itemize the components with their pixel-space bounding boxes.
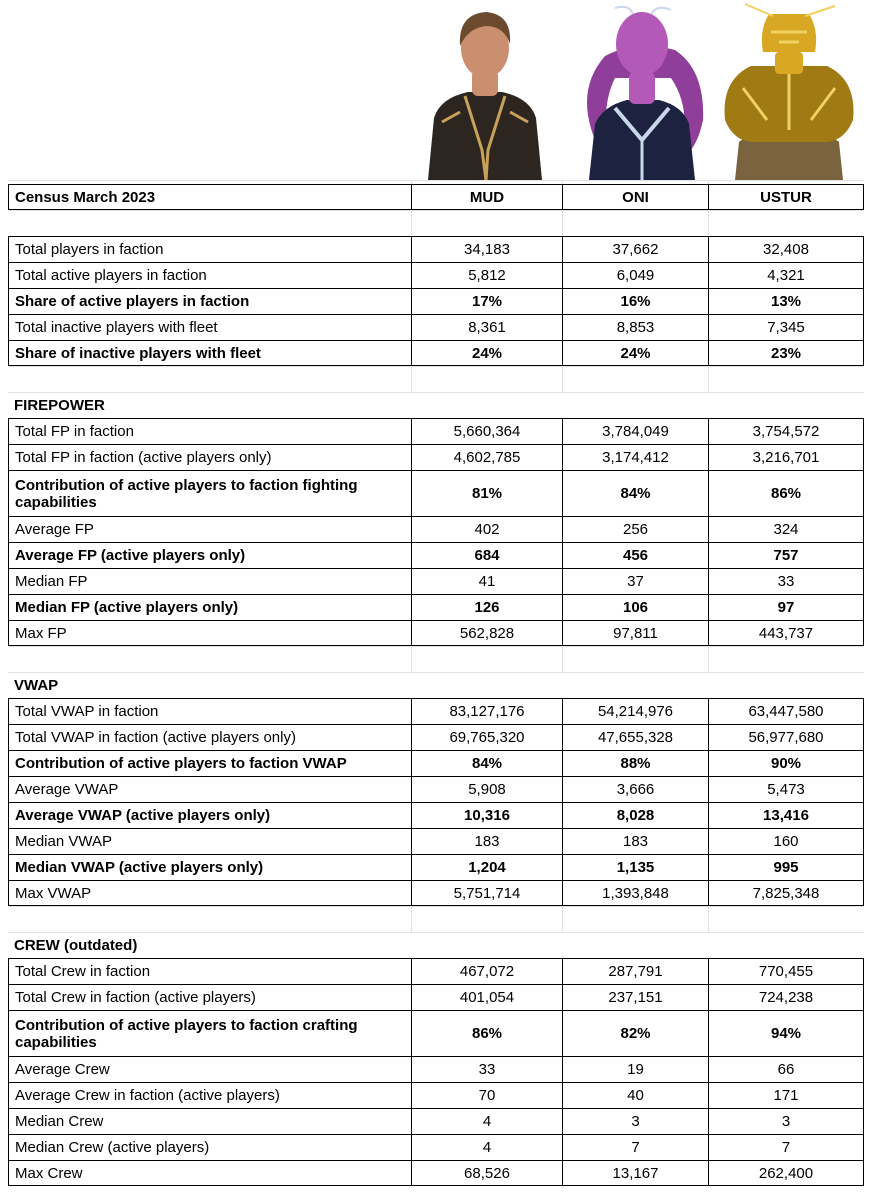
value-mud: 4,602,785 xyxy=(411,444,562,470)
table-row xyxy=(8,1134,864,1160)
value-ustur: 86% xyxy=(708,470,864,516)
alien-portrait-icon xyxy=(575,0,710,180)
value-oni: 13,167 xyxy=(562,1160,708,1186)
blank-cell xyxy=(411,906,562,932)
blank-cell xyxy=(411,932,562,958)
value-mud: 83,127,176 xyxy=(411,698,562,724)
row-label: Contribution of active players to faction crafting capabilities xyxy=(8,1010,411,1056)
blank-cell xyxy=(708,646,864,672)
value-mud: 17% xyxy=(411,288,562,314)
row-label: Total players in faction xyxy=(8,236,411,262)
value-mud: 562,828 xyxy=(411,620,562,646)
value-oni: 84% xyxy=(562,470,708,516)
table-row xyxy=(8,594,864,620)
value-mud: 183 xyxy=(411,828,562,854)
row-label: Average VWAP (active players only) xyxy=(8,802,411,828)
row-label: Total Crew in faction (active players) xyxy=(8,984,411,1010)
value-ustur: 66 xyxy=(708,1056,864,1082)
blank-row xyxy=(8,906,864,932)
blank-cell xyxy=(8,646,411,672)
value-oni: 40 xyxy=(562,1082,708,1108)
value-oni: 456 xyxy=(562,542,708,568)
row-label: Average Crew xyxy=(8,1056,411,1082)
row-label: Median VWAP (active players only) xyxy=(8,854,411,880)
blank-cell xyxy=(708,672,864,698)
value-oni: 6,049 xyxy=(562,262,708,288)
value-mud: 10,316 xyxy=(411,802,562,828)
value-mud: 34,183 xyxy=(411,236,562,262)
column-header-ustur: USTUR xyxy=(708,184,864,210)
value-mud: 41 xyxy=(411,568,562,594)
section-heading-row xyxy=(8,932,864,958)
row-label: Average FP xyxy=(8,516,411,542)
row-label: Total FP in faction (active players only) xyxy=(8,444,411,470)
value-mud: 33 xyxy=(411,1056,562,1082)
table-row xyxy=(8,516,864,542)
value-ustur: 443,737 xyxy=(708,620,864,646)
row-label: Total VWAP in faction (active players only) xyxy=(8,724,411,750)
value-oni: 106 xyxy=(562,594,708,620)
value-ustur: 3,216,701 xyxy=(708,444,864,470)
blank-cell xyxy=(8,210,411,236)
value-oni: 97,811 xyxy=(562,620,708,646)
blank-cell xyxy=(411,210,562,236)
blank-cell xyxy=(562,210,708,236)
row-label: Total active players in faction xyxy=(8,262,411,288)
column-header-mud: MUD xyxy=(411,184,562,210)
value-mud: 1,204 xyxy=(411,854,562,880)
value-oni: 183 xyxy=(562,828,708,854)
value-oni: 3 xyxy=(562,1108,708,1134)
blank-row xyxy=(8,646,864,672)
census-table xyxy=(8,180,864,1186)
row-label: Average VWAP xyxy=(8,776,411,802)
blank-cell xyxy=(562,932,708,958)
table-row xyxy=(8,542,864,568)
blank-cell xyxy=(562,672,708,698)
row-label: Share of inactive players with fleet xyxy=(8,340,411,366)
value-ustur: 56,977,680 xyxy=(708,724,864,750)
table-row xyxy=(8,620,864,646)
row-label: Max Crew xyxy=(8,1160,411,1186)
row-label: Median FP (active players only) xyxy=(8,594,411,620)
table-row xyxy=(8,1160,864,1186)
table-row xyxy=(8,750,864,776)
row-label: Total Crew in faction xyxy=(8,958,411,984)
table-row xyxy=(8,724,864,750)
blank-cell xyxy=(708,906,864,932)
value-oni: 47,655,328 xyxy=(562,724,708,750)
value-ustur: 770,455 xyxy=(708,958,864,984)
value-oni: 1,135 xyxy=(562,854,708,880)
value-oni: 8,028 xyxy=(562,802,708,828)
blank-cell xyxy=(8,906,411,932)
value-ustur: 7,825,348 xyxy=(708,880,864,906)
value-oni: 287,791 xyxy=(562,958,708,984)
section-heading: VWAP xyxy=(8,672,411,698)
value-mud: 70 xyxy=(411,1082,562,1108)
value-ustur: 171 xyxy=(708,1082,864,1108)
table-row xyxy=(8,984,864,1010)
value-mud: 684 xyxy=(411,542,562,568)
value-ustur: 724,238 xyxy=(708,984,864,1010)
section-heading-row xyxy=(8,392,864,418)
value-ustur: 7 xyxy=(708,1134,864,1160)
blank-cell xyxy=(411,646,562,672)
value-ustur: 97 xyxy=(708,594,864,620)
table-row xyxy=(8,470,864,516)
value-oni: 237,151 xyxy=(562,984,708,1010)
value-oni: 88% xyxy=(562,750,708,776)
value-oni: 3,784,049 xyxy=(562,418,708,444)
table-row xyxy=(8,1056,864,1082)
table-row xyxy=(8,854,864,880)
table-row xyxy=(8,698,864,724)
value-mud: 4 xyxy=(411,1108,562,1134)
value-oni: 19 xyxy=(562,1056,708,1082)
value-oni: 3,666 xyxy=(562,776,708,802)
table-row xyxy=(8,1010,864,1056)
blank-row xyxy=(8,366,864,392)
value-ustur: 90% xyxy=(708,750,864,776)
blank-cell xyxy=(708,932,864,958)
table-row xyxy=(8,828,864,854)
row-label: Max FP xyxy=(8,620,411,646)
row-label: Average Crew in faction (active players) xyxy=(8,1082,411,1108)
value-ustur: 324 xyxy=(708,516,864,542)
row-label: Total inactive players with fleet xyxy=(8,314,411,340)
human-portrait-icon xyxy=(420,0,550,180)
section-heading: FIREPOWER xyxy=(8,392,411,418)
value-oni: 24% xyxy=(562,340,708,366)
value-oni: 3,174,412 xyxy=(562,444,708,470)
blank-cell xyxy=(562,366,708,392)
value-ustur: 5,473 xyxy=(708,776,864,802)
value-ustur: 995 xyxy=(708,854,864,880)
blank-cell xyxy=(562,646,708,672)
value-mud: 5,812 xyxy=(411,262,562,288)
value-oni: 37,662 xyxy=(562,236,708,262)
value-ustur: 757 xyxy=(708,542,864,568)
faction-portraits xyxy=(0,0,870,180)
blank-cell xyxy=(708,210,864,236)
value-mud: 402 xyxy=(411,516,562,542)
value-ustur: 94% xyxy=(708,1010,864,1056)
table-row xyxy=(8,444,864,470)
row-label: Total FP in faction xyxy=(8,418,411,444)
value-oni: 7 xyxy=(562,1134,708,1160)
value-ustur: 160 xyxy=(708,828,864,854)
blank-cell xyxy=(708,392,864,418)
row-label: Median FP xyxy=(8,568,411,594)
value-oni: 16% xyxy=(562,288,708,314)
value-mud: 84% xyxy=(411,750,562,776)
value-mud: 81% xyxy=(411,470,562,516)
value-ustur: 33 xyxy=(708,568,864,594)
value-ustur: 7,345 xyxy=(708,314,864,340)
value-ustur: 13% xyxy=(708,288,864,314)
blank-cell xyxy=(8,366,411,392)
blank-cell xyxy=(708,366,864,392)
value-mud: 24% xyxy=(411,340,562,366)
value-oni: 1,393,848 xyxy=(562,880,708,906)
blank-cell xyxy=(562,392,708,418)
row-label: Total VWAP in faction xyxy=(8,698,411,724)
blank-row xyxy=(8,210,864,236)
blank-cell xyxy=(411,392,562,418)
row-label: Average FP (active players only) xyxy=(8,542,411,568)
table-row xyxy=(8,802,864,828)
value-mud: 5,751,714 xyxy=(411,880,562,906)
table-row xyxy=(8,1082,864,1108)
table-row xyxy=(8,776,864,802)
value-mud: 467,072 xyxy=(411,958,562,984)
table-row xyxy=(8,314,864,340)
value-mud: 69,765,320 xyxy=(411,724,562,750)
value-mud: 8,361 xyxy=(411,314,562,340)
robot-portrait-icon xyxy=(715,0,863,180)
value-ustur: 262,400 xyxy=(708,1160,864,1186)
value-oni: 256 xyxy=(562,516,708,542)
header-row xyxy=(8,184,864,210)
value-mud: 68,526 xyxy=(411,1160,562,1186)
value-ustur: 3 xyxy=(708,1108,864,1134)
table-row xyxy=(8,568,864,594)
section-heading: CREW (outdated) xyxy=(8,932,411,958)
value-mud: 126 xyxy=(411,594,562,620)
value-ustur: 23% xyxy=(708,340,864,366)
value-oni: 8,853 xyxy=(562,314,708,340)
value-ustur: 32,408 xyxy=(708,236,864,262)
value-mud: 4 xyxy=(411,1134,562,1160)
blank-cell xyxy=(411,366,562,392)
table-row xyxy=(8,340,864,366)
value-ustur: 3,754,572 xyxy=(708,418,864,444)
table-row xyxy=(8,236,864,262)
row-label: Median Crew xyxy=(8,1108,411,1134)
table-title: Census March 2023 xyxy=(8,184,411,210)
value-mud: 86% xyxy=(411,1010,562,1056)
column-header-oni: ONI xyxy=(562,184,708,210)
row-label: Median VWAP xyxy=(8,828,411,854)
value-mud: 5,660,364 xyxy=(411,418,562,444)
value-mud: 5,908 xyxy=(411,776,562,802)
table-row xyxy=(8,958,864,984)
value-oni: 37 xyxy=(562,568,708,594)
row-label: Share of active players in faction xyxy=(8,288,411,314)
blank-cell xyxy=(562,906,708,932)
table-row xyxy=(8,288,864,314)
value-oni: 82% xyxy=(562,1010,708,1056)
value-ustur: 63,447,580 xyxy=(708,698,864,724)
row-label: Max VWAP xyxy=(8,880,411,906)
row-label: Contribution of active players to faction fighting capabilities xyxy=(8,470,411,516)
table-row xyxy=(8,1108,864,1134)
table-row xyxy=(8,880,864,906)
blank-cell xyxy=(411,672,562,698)
table-row xyxy=(8,262,864,288)
table-row xyxy=(8,418,864,444)
value-ustur: 13,416 xyxy=(708,802,864,828)
section-heading-row xyxy=(8,672,864,698)
row-label: Contribution of active players to faction VWAP xyxy=(8,750,411,776)
value-oni: 54,214,976 xyxy=(562,698,708,724)
row-label: Median Crew (active players) xyxy=(8,1134,411,1160)
value-mud: 401,054 xyxy=(411,984,562,1010)
value-ustur: 4,321 xyxy=(708,262,864,288)
